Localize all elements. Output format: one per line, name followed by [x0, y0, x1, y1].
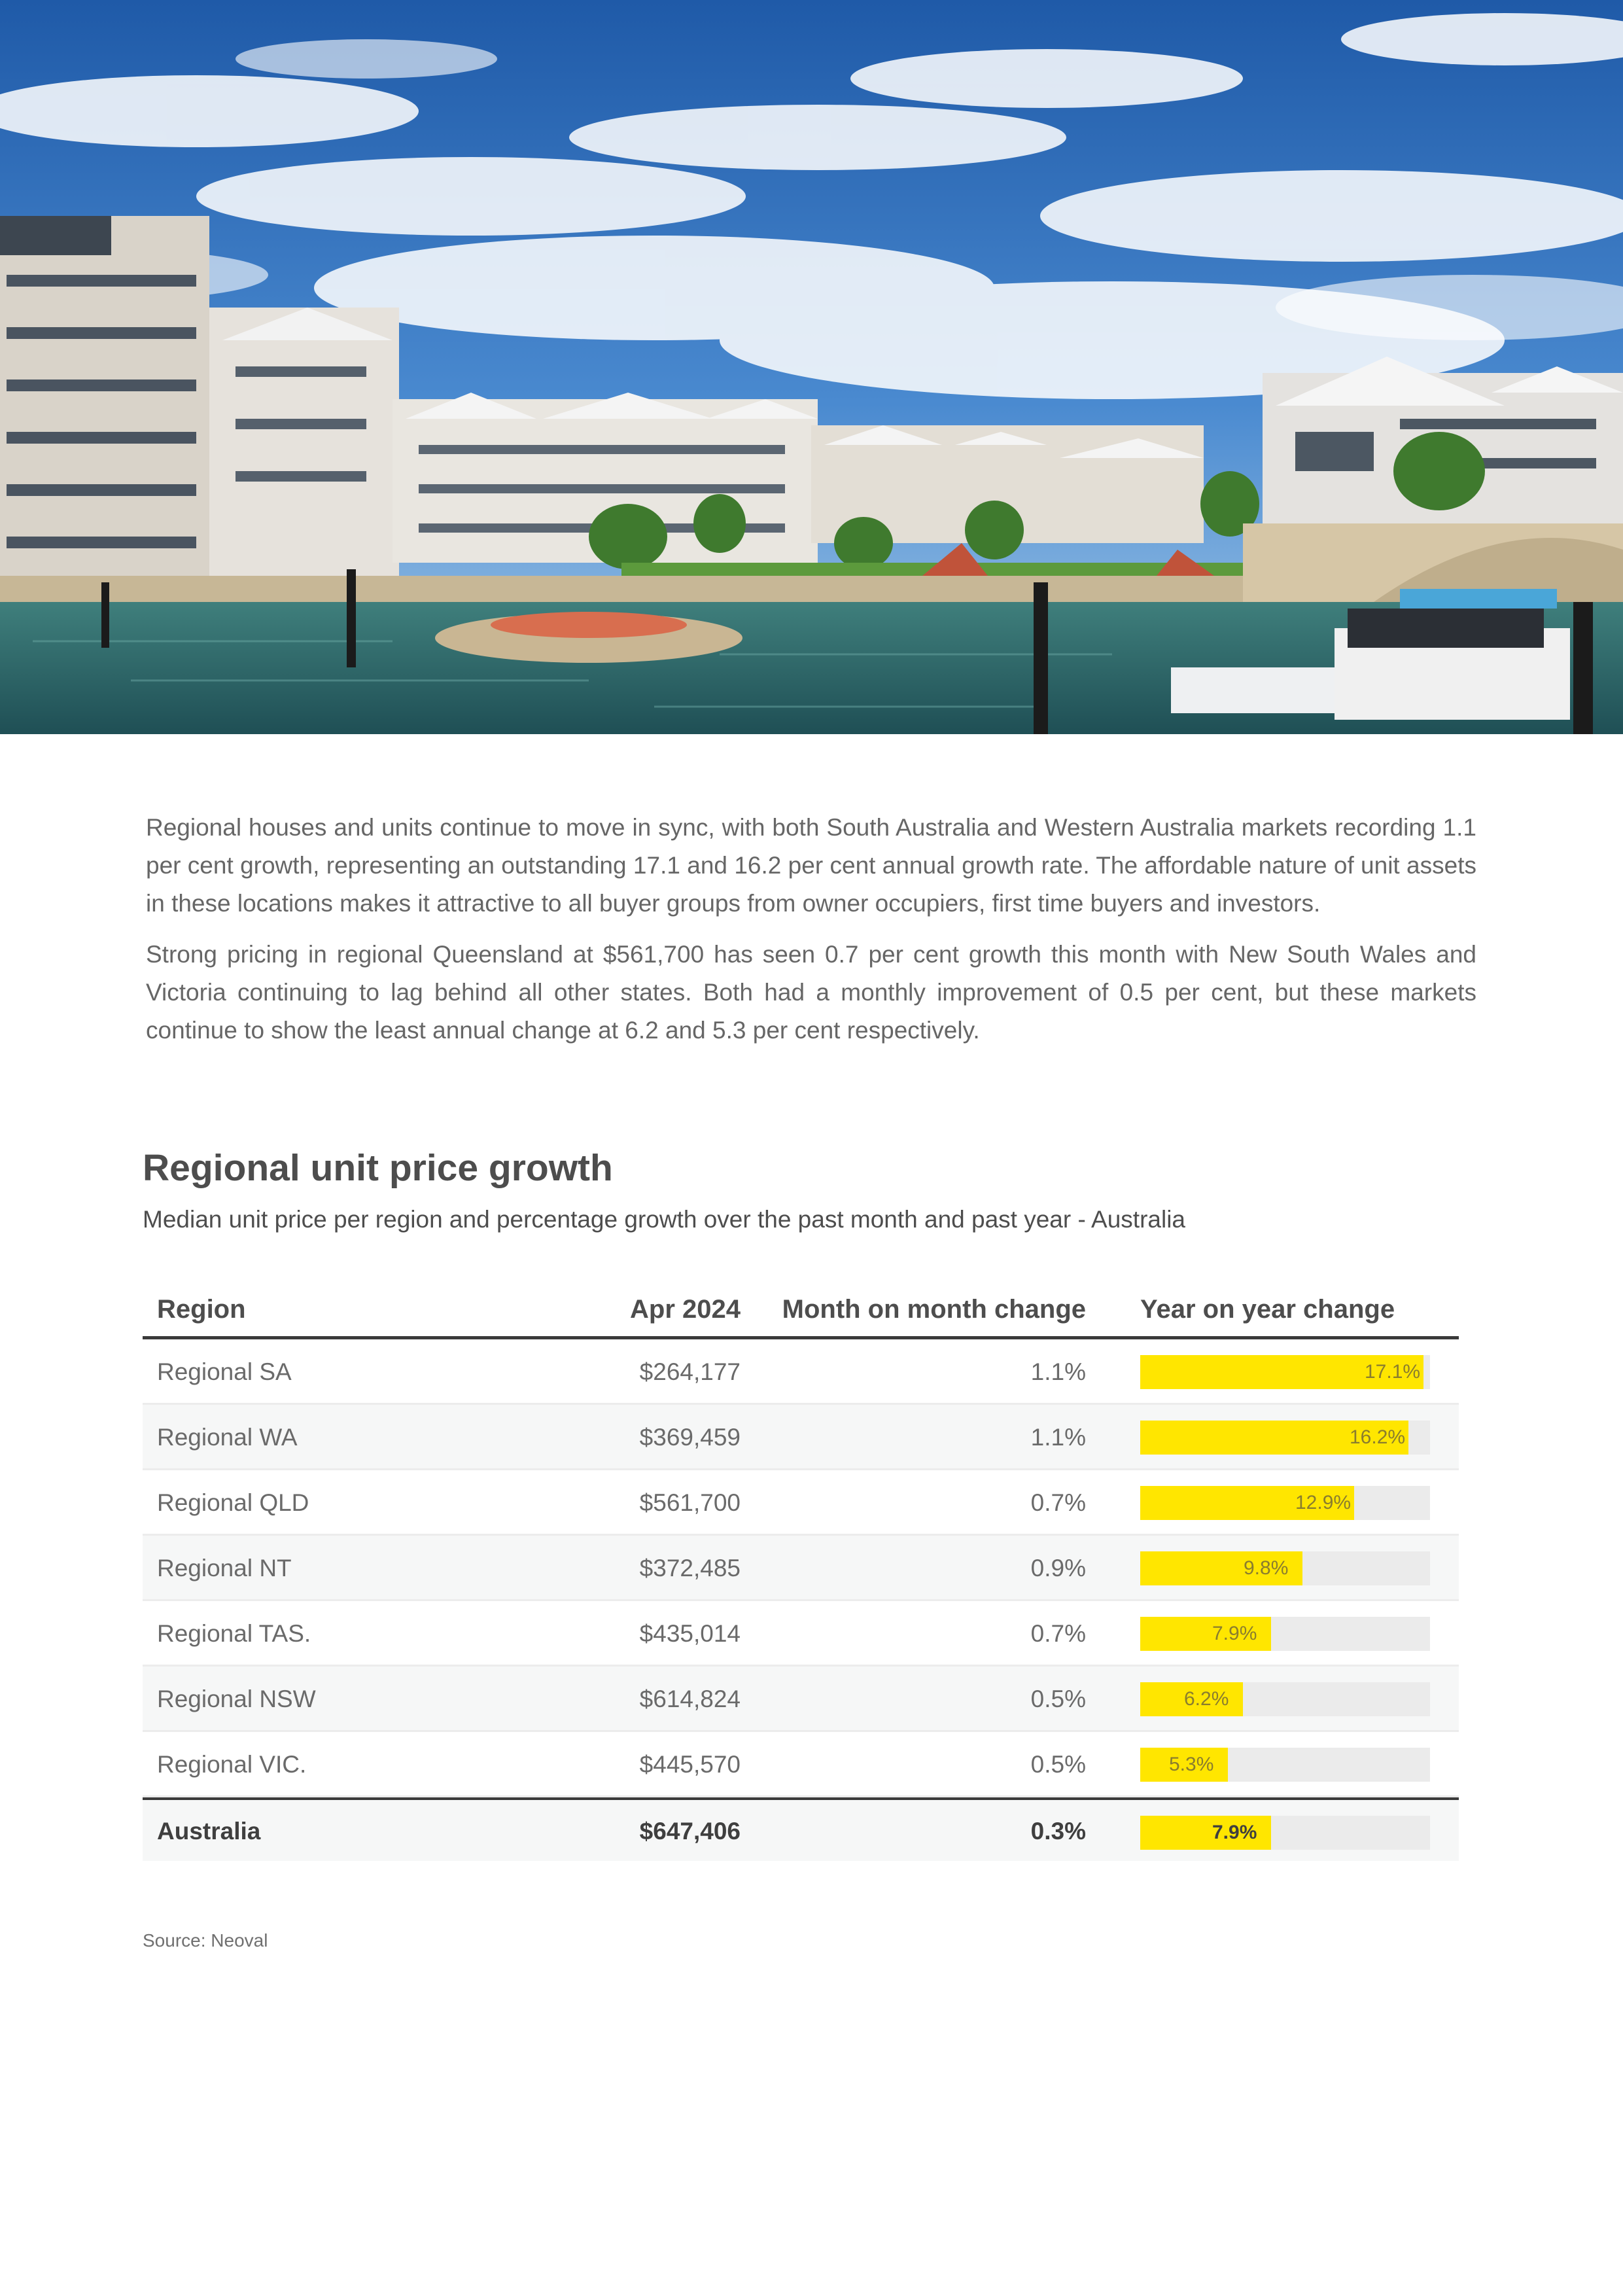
yoy-label: 12.9% [1295, 1492, 1352, 1513]
yoy-bar-track [1140, 1486, 1430, 1520]
month-change: 0.7% [1030, 1489, 1086, 1516]
region-name: Regional VIC. [157, 1751, 307, 1778]
median-price: $561,700 [639, 1489, 741, 1516]
table-row [143, 1405, 1459, 1470]
price-growth-table [143, 1279, 1459, 1861]
table-row [143, 1470, 1459, 1536]
section-title: Regional unit price growth [143, 1147, 613, 1189]
region-name: Australia [157, 1818, 261, 1845]
median-price: $614,824 [639, 1686, 741, 1712]
table-row [143, 1339, 1459, 1405]
region-name: Regional TAS. [157, 1620, 311, 1647]
source-note: Source: Neoval [143, 1930, 268, 1951]
median-price: $435,014 [639, 1620, 741, 1647]
region-name: Regional WA [157, 1424, 298, 1451]
header-month-change: Month on month change [782, 1295, 1086, 1324]
yoy-label: 7.9% [1212, 1822, 1257, 1843]
month-change: 1.1% [1030, 1424, 1086, 1451]
yoy-bar-track [1140, 1551, 1430, 1585]
month-change: 0.5% [1030, 1686, 1086, 1712]
median-price: $369,459 [639, 1424, 741, 1451]
header-price: Apr 2024 [630, 1295, 741, 1324]
yoy-label: 7.9% [1212, 1623, 1257, 1644]
intro-paragraph: Strong pricing in regional Queensland at $561,700 has seen 0.7 per cent growth this month with New South Wales and Victoria continuing to lag behind all other states. Both had a monthly improvement of 0.5 per cent, but these markets continue to show the least annual change at 6.2 and 5.3 per cent respectively. [146, 941, 1476, 1044]
yoy-bar-track [1140, 1816, 1430, 1850]
intro-paragraph: Regional houses and units continue to move in sync, with both South Australia and Western Australia markets recording 1.1 per cent growth, representing an outstanding 17.1 and 16.2 per cent annual growth rate. The affordable nature of unit assets in these locations makes it attractive to all buyer groups from owner occupiers, first time buyers and investors. [146, 814, 1476, 917]
yoy-label: 9.8% [1244, 1557, 1289, 1579]
header-year-change: Year on year change [1140, 1295, 1395, 1324]
month-change: 0.9% [1030, 1555, 1086, 1581]
median-price: $445,570 [639, 1751, 741, 1778]
header-region: Region [157, 1295, 246, 1324]
yoy-bar-track [1140, 1748, 1430, 1782]
yoy-label: 5.3% [1169, 1754, 1214, 1775]
month-change: 0.3% [1030, 1818, 1086, 1845]
median-price: $372,485 [639, 1555, 741, 1581]
yoy-label: 16.2% [1350, 1426, 1406, 1448]
yoy-bar-track [1140, 1682, 1430, 1716]
region-name: Regional SA [157, 1358, 292, 1385]
table-row [143, 1732, 1459, 1797]
median-price: $264,177 [639, 1358, 741, 1385]
median-price: $647,406 [639, 1818, 741, 1845]
yoy-bar-track [1140, 1355, 1430, 1389]
table-total-row [143, 1797, 1459, 1861]
table-row [143, 1601, 1459, 1667]
month-change: 0.7% [1030, 1620, 1086, 1647]
table-row [143, 1536, 1459, 1601]
table-header [143, 1279, 1459, 1339]
yoy-bar-track [1140, 1617, 1430, 1651]
yoy-bar-track [1140, 1421, 1430, 1455]
region-name: Regional QLD [157, 1489, 309, 1516]
section-subtitle: Median unit price per region and percentage growth over the past month and past year - Australia [143, 1206, 1185, 1233]
yoy-label: 17.1% [1365, 1361, 1421, 1383]
yoy-label: 6.2% [1184, 1688, 1229, 1710]
month-change: 0.5% [1030, 1751, 1086, 1778]
region-name: Regional NT [157, 1555, 292, 1581]
table-row [143, 1667, 1459, 1732]
intro-text [146, 809, 1476, 1063]
hero-photo [0, 0, 1623, 734]
region-name: Regional NSW [157, 1686, 316, 1712]
month-change: 1.1% [1030, 1358, 1086, 1385]
